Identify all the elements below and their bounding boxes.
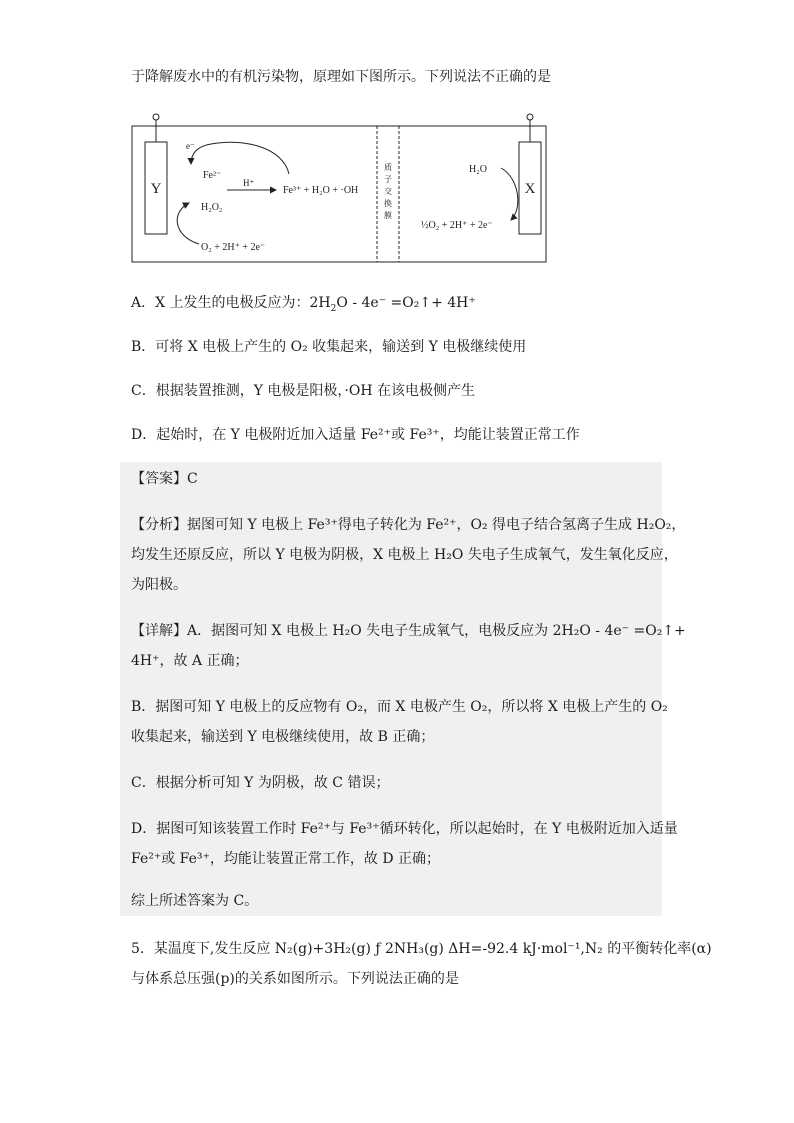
membrane-char-4: 换 (384, 199, 392, 208)
detail-line-7: Fe²⁺或 Fe³⁺，均能让装置正常工作，故 D 正确； (131, 851, 441, 867)
anode-reaction-label: ½O₂ + 2H⁺ + 2e⁻ (421, 220, 493, 231)
option-b: B．可将 X 电极上产生的 O₂ 收集起来，输送到 Y 电极继续使用 (131, 339, 527, 355)
electrolysis-diagram (131, 112, 549, 264)
analysis-line-1: 【分析】据图可知 Y 电极上 Fe³⁺得电子转化为 Fe²⁺，O₂ 得电子结合氢离子生成 H₂O₂， (131, 517, 686, 533)
answer-line: 【答案】C (131, 471, 198, 487)
intro-text: 于降解废水中的有机污染物，原理如下图所示。下列说法不正确的是 (131, 69, 551, 85)
y-electrode-label: Y (150, 181, 162, 197)
question-5-line-2: 与体系总压强(p)的关系如图所示。下列说法正确的是 (131, 971, 459, 987)
anode-arrow (501, 168, 518, 220)
detail-line-4: 收集起来，输送到 Y 电极继续使用，故 B 正确； (131, 729, 435, 745)
x-electrode-label: X (524, 181, 536, 197)
detail-line-3: B．据图可知 Y 电极上的反应物有 O₂，而 X 电极产生 O₂，所以将 X 电极上产生的 O₂ (131, 699, 668, 715)
o2-arrow (177, 203, 199, 244)
right-terminal (527, 114, 533, 120)
detail-line-6: D．据图可知该装置工作时 Fe²⁺与 Fe³⁺循环转化，所以起始时，在 Y 电极附近加入适量 (131, 821, 678, 837)
detail-line-1: 【详解】A．据图可知 X 电极上 H₂O 失电子生成氧气，电极反应为 2H₂O - 4e⁻ =O₂↑+ (131, 623, 686, 639)
option-a: A．X 上发生的电极反应为：$2H_2O - 4e^-$ =O₂↑+ 4H⁺ (131, 295, 476, 314)
o2-reaction-label: O₂ + 2H⁺ + 2e⁻ (201, 242, 266, 253)
detail-line-2: 4H⁺，故 A 正确； (131, 653, 249, 669)
products-label: Fe³⁺ + H₂O + ·OH (283, 185, 359, 196)
solution-block (120, 462, 686, 916)
option-a-post: O - 4e⁻ =O₂↑+ 4H⁺ (336, 295, 476, 311)
detail-line-8: 综上所述答案为 C。 (131, 893, 259, 909)
option-c: C．根据装置推测，Y 电极是阳极，·OH 在该电极侧产生 (131, 383, 475, 399)
membrane-char-5: 膜 (384, 211, 392, 220)
h2o-right-label: H₂O (469, 164, 487, 175)
question-5-line-1: 5．某温度下,发生反应 N₂(g)+3H₂(g) ƒ 2NH₃(g) ΔH=-92.4 kJ·mol⁻¹,N₂ 的平衡转化率(α) (131, 941, 712, 957)
analysis-line-3: 为阳极。 (131, 577, 187, 593)
membrane-char-2: 子 (384, 175, 392, 184)
option-d: D．起始时，在 Y 电极附近加入适量 Fe²⁺或 Fe³⁺，均能让装置正常工作 (131, 427, 580, 443)
option-a-pre: A．X 上发生的电极反应为：2H (131, 295, 331, 311)
left-terminal (153, 114, 159, 120)
membrane-char-3: 交 (384, 187, 392, 196)
h2o2-label: H₂O₂ (201, 202, 223, 213)
fe2-label: Fe²⁻ (203, 170, 222, 181)
electron-label: e⁻ (186, 141, 195, 151)
membrane-char-1: 质 (384, 163, 392, 172)
analysis-line-2: 均发生还原反应，所以 Y 电极为阴极，X 电极上 H₂O 失电子生成氧气，发生氧化反应， (131, 547, 678, 563)
detail-line-5: C．根据分析可知 Y 为阴极，故 C 错误； (131, 775, 390, 791)
h-plus-label: H⁺ (243, 178, 255, 188)
